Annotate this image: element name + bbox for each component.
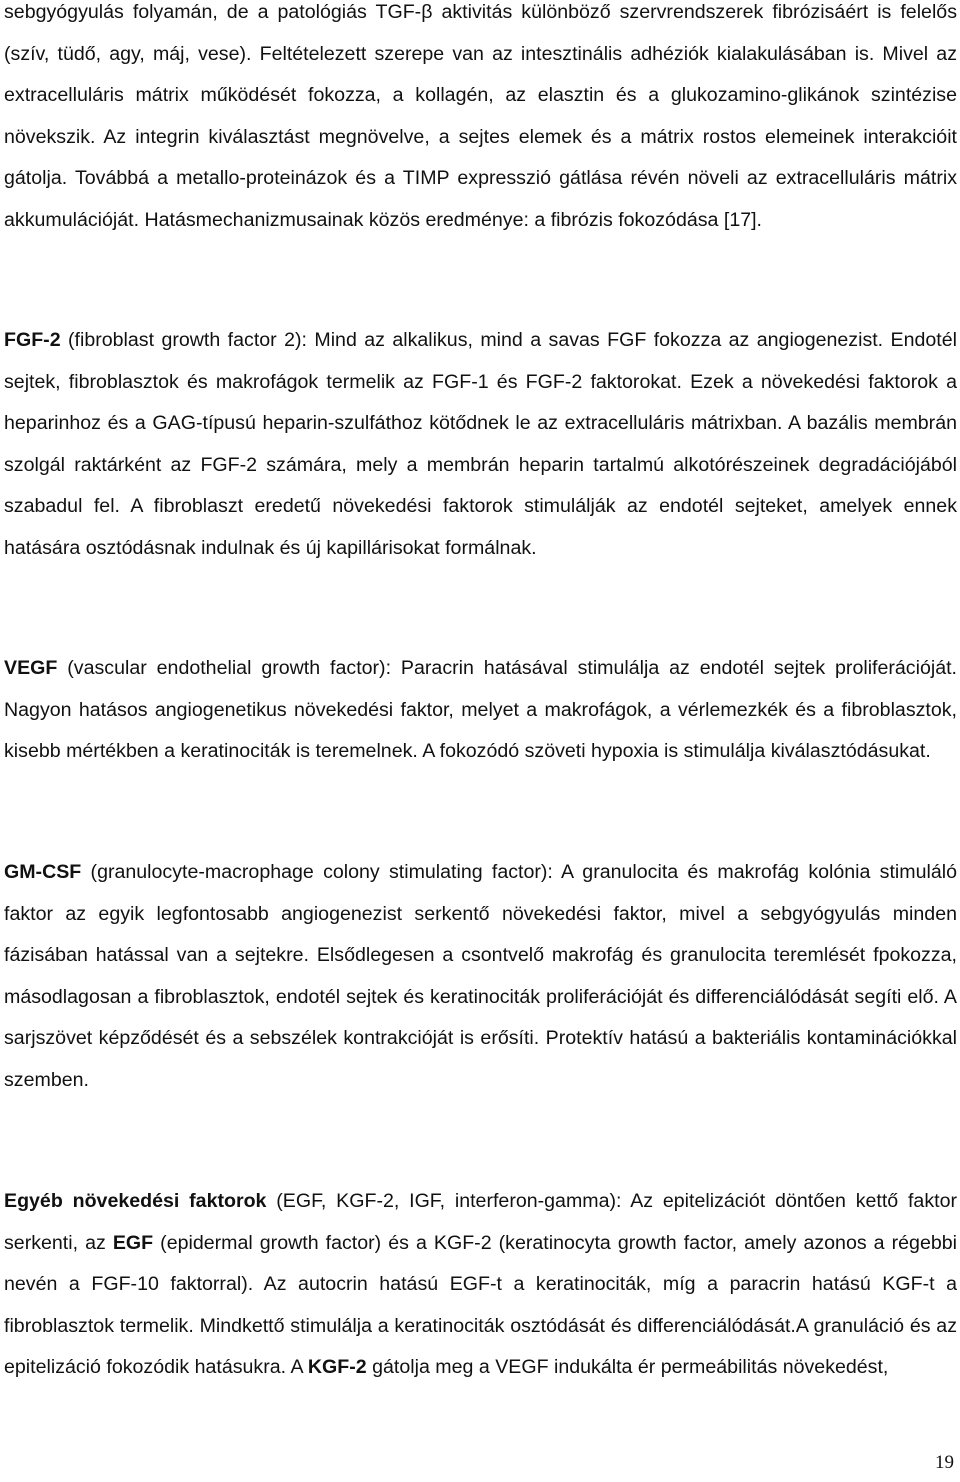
- term-fgf2: FGF-2: [4, 329, 61, 351]
- term-other-growth-factors: Egyéb növekedési faktorok: [4, 1190, 267, 1212]
- paragraph-text: (fibroblast growth factor 2): Mind az alkalikus, mind a savas FGF fokozza az angiogenezist. Endotél sejtek, fibroblasztok és makrofágok termelik az FGF-1 és FGF-2 faktorokat. Ezek a növekedési faktorok a heparinhoz és a GAG-típusú heparin-szulfáthoz kötődnek le az extracelluláris mátrixban. A bazális membrán szolgál raktárként az FGF-2 számára, mely a membrán heparin tartalmú alkotórészeinek degradációjából szabadul fel. A fibroblaszt eredetű növekedési faktorok stimulálják az endotél sejteket, amelyek ennek hatására osztódásnak indulnak és új kapillárisokat formálnak.: [4, 329, 957, 559]
- paragraph-fgf2: [4, 320, 957, 569]
- paragraph-text: (vascular endothelial growth factor): Paracrin hatásával stimulálja az endotél sejtek proliferációját. Nagyon hatásos angiogenetikus növekedési faktor, melyet a makrofágok, a vérlemezkék és a fibroblasztok, kisebb mértékben a keratinociták is teremelnek. A fokozódó szöveti hypoxia is stimulálja kiválasztódásukat.: [4, 657, 957, 762]
- paragraph-text: (EGF, KGF-2, IGF, interferon-gamma): Az epitelizációt döntően kettő faktor serkenti, az: [4, 1190, 957, 1254]
- paragraph-text: sebgyógyulás folyamán, de a patológiás TGF-β aktivitás különböző szervrendszerek fibrózisáért is felelős (szív, tüdő, agy, máj, vese). Feltételezett szerepe van az intesztinális adhéziók kialakulásában is. Mivel az extracelluláris mátrix működését fokozza, a kollagén, az elasztin és a glukozamino-glikánok szintézise növekszik. Az integrin kiválasztást megnövelve, a sejtes elemek és a mátrix rostos elemeinek interakcióit gátolja. Továbbá a metallo-proteinázok és a TIMP expresszió gátlása révén növeli az extracelluláris mátrix akkumulációját. Hatásmechanizmusainak közös eredménye: a fibrózis fokozódása [17].: [4, 1, 957, 231]
- paragraph-text: (epidermal growth factor) és a KGF-2 (keratinocyta growth factor, amely azonos a régebbi nevén a FGF-10 faktorral). Az autocrin hatású EGF-t a keratinociták, míg a paracrin hatású KGF-t a fibroblasztok termelik. Mindkettő stimulálja a keratinociták osztódását és differenciálódását.A granuláció és az epitelizáció fokozódik hatásukra. A: [4, 1231, 957, 1378]
- paragraph-other-growth-factors: [4, 1181, 957, 1389]
- term-gm-csf: GM-CSF: [4, 861, 82, 883]
- page-number: 19: [935, 1452, 954, 1473]
- term-kgf2: KGF-2: [307, 1356, 367, 1378]
- term-vegf: VEGF: [4, 657, 58, 679]
- paragraph-gm-csf: [4, 852, 957, 1101]
- paragraph-text: gátolja meg a VEGF indukálta ér permeábilitás növekedést,: [366, 1356, 889, 1378]
- paragraph-vegf: [4, 648, 957, 773]
- paragraph-tgf-beta-continuation: [4, 0, 957, 241]
- term-egf: EGF: [112, 1231, 154, 1254]
- paragraph-text: (granulocyte-macrophage colony stimulating factor): A granulocita és makrofág kolónia stimuláló faktor az egyik legfontosabb angiogenezist serkentő növekedési faktor, mivel a sebgyógyulás minden fázisában hatással van a sejtekre. Elsődlegesen a csontvelő makrofág és granulocita teremlését fpokozza, másodlagosan a fibroblasztok, endotél sejtek és keratinociták proliferációját és differenciálódását segíti elő. A sarjszövet képződését és a sebszélek kontrakcióját is erősíti. Protektív hatású a bakteriális kontaminációkkal szemben.: [4, 861, 957, 1091]
